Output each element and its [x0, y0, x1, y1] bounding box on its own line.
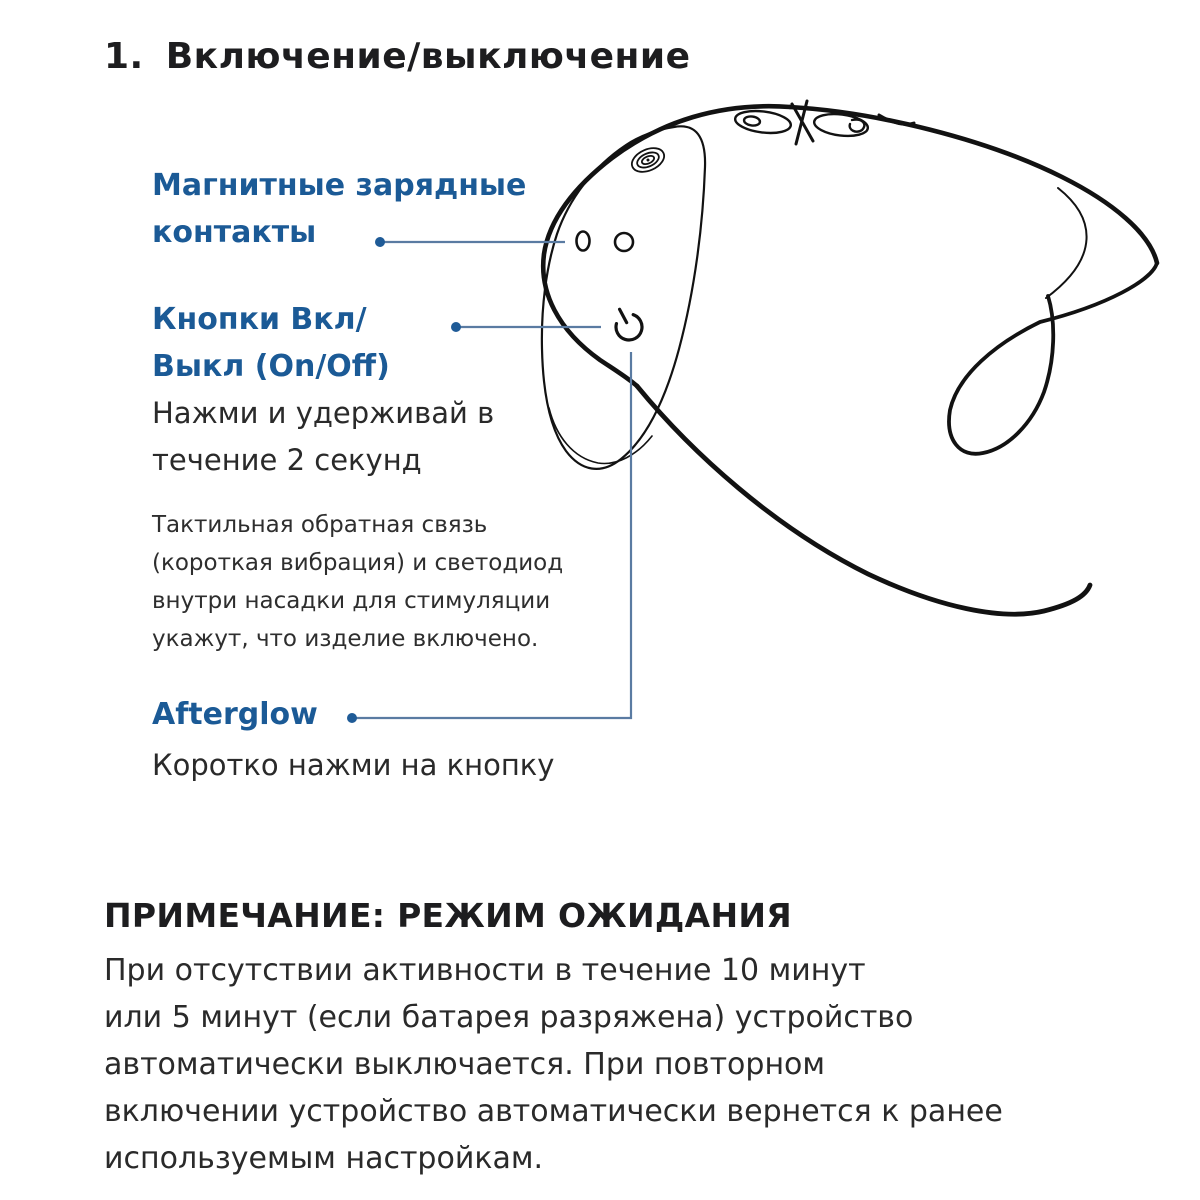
callout-afterglow-instruction: Коротко нажми на кнопку: [152, 748, 555, 782]
standby-note-line5: используемым настройкам.: [104, 1141, 543, 1176]
leader-line-afterglow: [352, 352, 631, 718]
callout-charging-line2: контакты: [152, 215, 317, 250]
standby-note-line4: включении устройство автоматически вернется к ранее: [104, 1094, 1003, 1129]
callout-charging-line1: Магнитные зарядные: [152, 168, 527, 203]
leader-dot-afterglow: [347, 713, 357, 723]
device-inner-panel: [542, 126, 705, 469]
vibration-waves-icon: [628, 143, 668, 176]
callout-power-instruction-line2: течение 2 секунд: [152, 443, 422, 477]
callout-afterglow-title: Afterglow: [152, 697, 318, 732]
standby-note-line3: автоматически выключается. При повторном: [104, 1047, 826, 1082]
leader-dot-power-buttons: [451, 322, 461, 332]
section-number: 1.: [104, 36, 144, 77]
callout-power-instruction-line1: Нажми и удерживай в: [152, 396, 495, 430]
standby-note-heading: ПРИМЕЧАНИЕ: РЕЖИМ ОЖИДАНИЯ: [104, 896, 792, 935]
feedback-note-line1: Тактильная обратная связь: [152, 512, 488, 538]
leader-dot-charging-contacts: [375, 237, 385, 247]
standby-note-line2: или 5 минут (если батарея разряжена) устройство: [104, 1000, 914, 1035]
section-title: Включение/выключение: [165, 36, 691, 77]
charging-contact-right: [615, 233, 633, 251]
standby-note-line1: При отсутствии активности в течение 10 минут: [104, 953, 866, 988]
device-tail-curve: [637, 386, 1090, 614]
device-head-outline-top: [790, 107, 1157, 263]
feedback-note-line2: (короткая вибрация) и светодиод: [152, 550, 564, 576]
feedback-note-line4: укажут, что изделие включено.: [152, 626, 539, 652]
callout-power-title-line1: Кнопки Вкл/: [152, 302, 367, 337]
device-inner-panel-echo: [549, 408, 652, 463]
power-button-icon: [608, 303, 646, 344]
device-head-inner-right-edge: [1046, 188, 1087, 298]
device-head-outline-left: [543, 106, 790, 386]
callout-power-title-line2: Выкл (On/Off): [152, 349, 390, 384]
feedback-note-line3: внутри насадки для стимуляции: [152, 588, 551, 614]
charging-contact-left: [577, 232, 590, 251]
